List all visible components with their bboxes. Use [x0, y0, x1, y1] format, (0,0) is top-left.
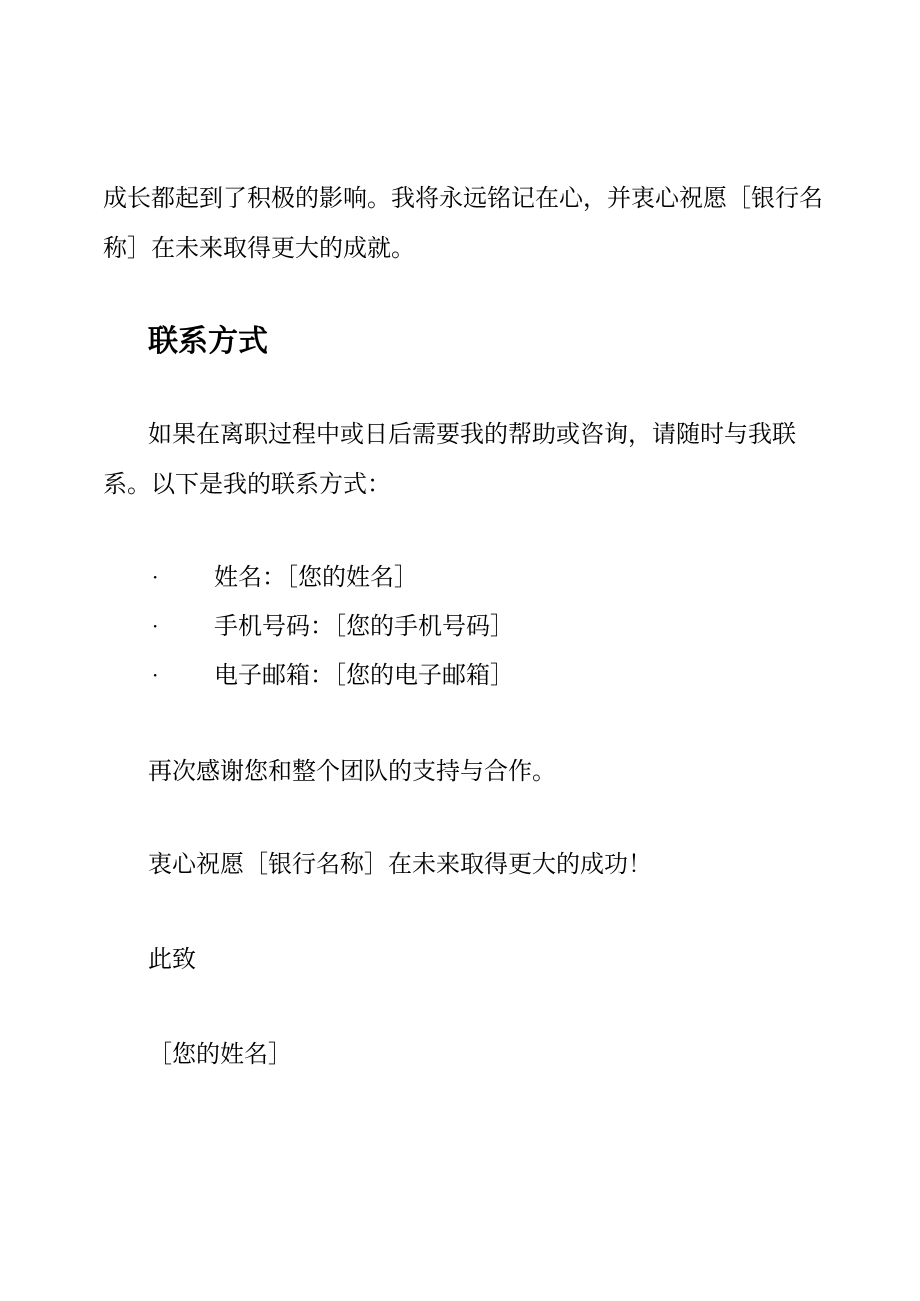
bullet-icon: ·: [152, 663, 159, 687]
thanks-paragraph: 再次感谢您和整个团队的支持与合作。: [148, 757, 556, 785]
contact-line-1: 如果在离职过程中或日后需要我的帮助或咨询，请随时与我联: [148, 420, 796, 448]
intro-paragraph: [103, 173, 823, 273]
intro-line-1: 成长都起到了积极的影响。我将永远铭记在心，并衷心祝愿［银行名: [103, 184, 823, 212]
signature: ［您的姓名］: [148, 1040, 292, 1068]
wish-paragraph: 衷心祝愿［银行名称］在未来取得更大的成功！: [148, 850, 652, 878]
closing-salutation: 此致: [148, 945, 196, 973]
contact-line-2: 系。以下是我的联系方式：: [103, 470, 391, 498]
intro-line-2: 称］在未来取得更大的成就。: [103, 234, 415, 262]
contact-paragraph: [103, 409, 796, 509]
contact-phone: 手机号码：［您的手机号码］: [214, 612, 514, 640]
contact-name: 姓名：［您的姓名］: [214, 563, 418, 591]
section-heading-contact: 联系方式: [148, 324, 268, 359]
bullet-icon: ·: [152, 565, 159, 589]
bullet-icon: ·: [152, 614, 159, 638]
contact-email: 电子邮箱：［您的电子邮箱］: [214, 661, 514, 689]
